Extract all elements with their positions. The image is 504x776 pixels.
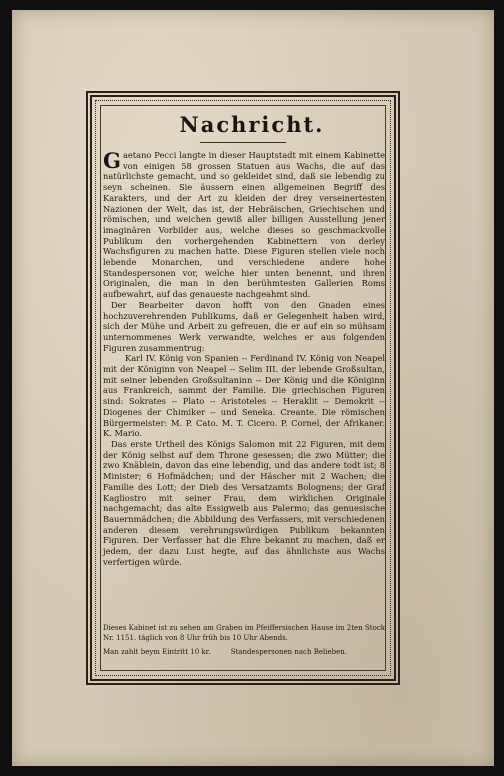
paragraph-intro-text: aetano Pecci langte in dieser Hauptstadt mit einem Kabinette von einigen 58 grossen Statuen aus Wachs, die auf das natürlichste gemacht, und so gekleidet sind, daß sie lebendig zu seyn scheinen. Sie äussern einen allgemeinen Begriff des Karakters, und der Art zu kleiden der drey verseinertesten Nazionen der Welt, das ist, der Hebräischen, Griechischen und römischen, und weichen gewiß aller billigen Ausstellung jener imaginären Vorbilder aus, welche dieses so geschmackvolle Publikum den vorhergehenden Kabinettern von derley Wachsfiguren zu machen hatte. Diese Figuren stellen viele noch lebende Monarchen, und verschiedene andere hohe Standespersonen vor, welche hier unten benennt, und ihren Originalen, die man in den berühmtesten Gallerien Roms aufbewahrt, auf das genaueste nachgeahmt sind.: [103, 150, 385, 300]
paragraph-intro: [103, 150, 385, 300]
paragraph-judgement: Das erste Urtheil des Königs Salomon mit 22 Figuren, mit dem der König selbst auf dem Throne gesessen; die zwo Mütter; die zwo Knäblein, davon das eine lebendig, und das andere todt ist; 8 Minister; 6 Hofmädchen; und der Häscher mit 2 Wachen; die Familie des Lott; der Dieb des Versatzamts Bolognens; der Graf Kagliostro mit seiner Frau, dem wirklichen Originale nachgemacht; das alte Essigweib aus Palermo; das genuesische Bauernmädchen; die Abbildung des Verfassers, mit verschiedenen anderen diesem verehrungswürdigen Publikum bekannten Figuren. Der Verfasser hat die Ehre bekannt zu machen, daß er jedem, der dazu Lust hegte, auf das ähnlichste aus Wachs verfertigen würde.: [103, 438, 385, 567]
paragraph-figures: Karl IV. König von Spanien -- Ferdinand IV. König von Neapel mit der Königinn von Neapel -- Selim III. der lebende Großsultan, mit seiner lebenden Großsultaninn -- Der König und die Königinn aus Frankreich, sammt der Familie. Die griechischen Figuren sind: Sokrates -- Plato -- Aristoteles -- Heraklit -- Demokrit -- Diogenes der Chimiker -- und Seneka. Creante. Die römischen Bürgermeister: M. P. Cato. M. T. Cicero. P. Cornel, der Afrikaner. K. Mario.: [103, 353, 385, 439]
drop-cap: G: [103, 148, 121, 173]
notice-body: [103, 150, 385, 567]
admission-line: [103, 648, 385, 657]
admission-price: Man zahlt beym Eintritt 10 kr.: [103, 648, 211, 656]
admission-nobility: Standespersonen nach Belieben.: [230, 648, 347, 656]
notice-heading: Nachricht.: [179, 112, 325, 137]
heading-underline: [200, 142, 286, 143]
exhibition-location: Dieses Kabinet ist zu sehen am Graben im Pfeiffersischen Hause im 2ten Stock Nr. 1151. täglich von 8 Uhr früh bis 10 Uhr Abends.: [103, 624, 385, 642]
paragraph-author: Der Bearbeiter davon hofft von den Gnaden eines hochzuverehrenden Publikums, daß er Gelegenheit haben wird, sich der Mühe und Arbeit zu gefreuen, die er auf ein so mühsam unternommenes Werk verwandte, welches er aus folgenden Figuren zusammentrug:: [103, 299, 385, 353]
